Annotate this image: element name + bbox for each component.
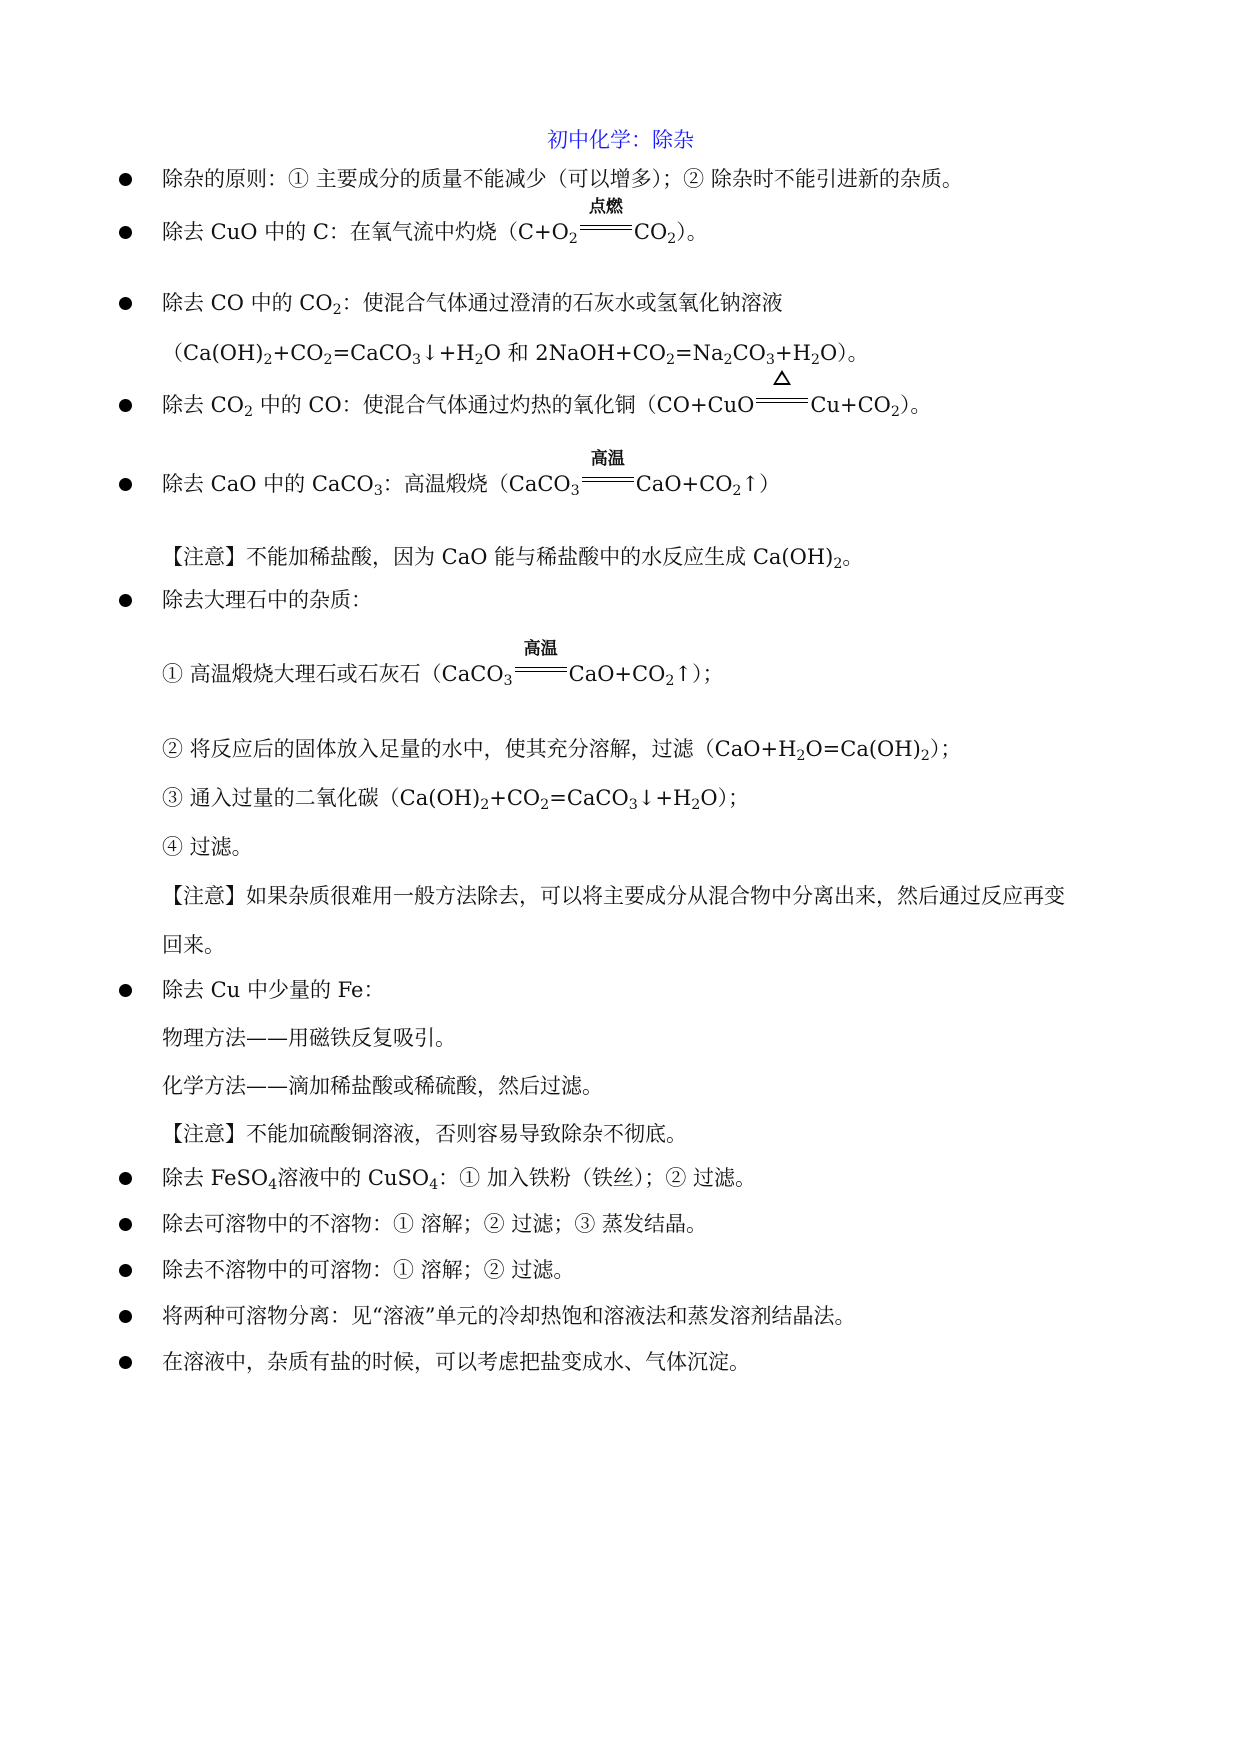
text: 在溶液中，杂质有盐的时候，可以考虑把盐变成水、气体沉淀。: [162, 1350, 750, 1374]
text: ：使混合气体通过澄清的石灰水或氢氧化钠溶液: [341, 291, 783, 315]
text: 除去不溶物中的可溶物：① 溶解；② 过滤。: [162, 1258, 575, 1282]
text: O 和 2NaOH+CO: [483, 341, 666, 365]
bullet-icon: [119, 399, 132, 412]
step-line-3: [162, 783, 749, 820]
subscript: 3: [373, 482, 383, 499]
text: Cu+CO: [810, 393, 891, 417]
subscript: 2: [332, 301, 342, 318]
text-line-chemical: [162, 1071, 603, 1101]
text: ：① 加入铁粉（铁丝）；② 过滤。: [438, 1166, 757, 1190]
text: O）；: [700, 786, 750, 810]
step-line-2: [162, 734, 961, 771]
text: +CO: [272, 341, 324, 365]
text: 除去大理石中的杂质：: [162, 588, 372, 612]
text: 将两种可溶物分离：见“溶液”单元的冷却热饱和溶液法和蒸发溶剂结晶法。: [162, 1304, 856, 1328]
subscript: 3: [570, 482, 580, 499]
subscript: 2: [833, 555, 843, 572]
reaction-condition: [580, 449, 636, 493]
subscript: 4: [429, 1176, 439, 1193]
text: ② 将反应后的固体放入足量的水中，使其充分溶解，过滤（CaO+H: [162, 737, 797, 761]
text-line-salt: [162, 1347, 750, 1377]
text: ↑）: [741, 472, 781, 496]
text: 除去 CuO 中的 C：在氧气流中灼烧（C+O: [162, 220, 569, 244]
bullet-icon: [119, 1264, 132, 1277]
subscript: 2: [323, 351, 333, 368]
bullet-icon: [119, 984, 132, 997]
subscript: 2: [920, 747, 930, 764]
text: 除去 Cu 中少量的 Fe：: [162, 978, 385, 1002]
text-line-physical: [162, 1023, 456, 1053]
subscript: 3: [503, 672, 513, 689]
text: 。: [842, 545, 864, 569]
text: O=Ca(OH): [805, 737, 921, 761]
subscript: 2: [263, 351, 273, 368]
note-line: [162, 542, 863, 579]
text: 溶液中的 CuSO: [277, 1166, 430, 1190]
subscript: 2: [732, 482, 742, 499]
subscript: 2: [243, 403, 254, 420]
text: 回来。: [162, 933, 225, 957]
text: ③ 通入过量的二氧化碳（Ca(OH): [162, 786, 481, 810]
text: 除杂的原则：① 主要成分的质量不能减少（可以增多）；② 除杂时不能引进新的杂质。: [162, 167, 963, 191]
bullet-icon: [119, 478, 132, 491]
text: 中的 CO：使混合气体通过灼热的氧化铜（CO+CuO: [253, 393, 755, 417]
text: =CaCO: [549, 786, 629, 810]
text-line-principle: [162, 164, 963, 194]
text: （Ca(OH): [162, 341, 264, 365]
text: 物理方法——用磁铁反复吸引。: [162, 1026, 456, 1050]
text-line-co-co2: [162, 288, 783, 325]
text: ↓+H: [637, 786, 692, 810]
subscript: 2: [665, 672, 675, 689]
note-line: [162, 881, 1065, 911]
bullet-icon: [119, 1310, 132, 1323]
text: CaO+CO: [635, 472, 733, 496]
equal-sign-icon: [580, 225, 632, 230]
text: 除去 FeSO: [162, 1166, 269, 1190]
subscript: 2: [810, 351, 820, 368]
text: =CaCO: [332, 341, 413, 365]
subscript: 2: [796, 747, 806, 764]
note-line-continued: [162, 930, 225, 960]
step-line-4: [162, 832, 253, 862]
text-line-separation: [162, 1301, 855, 1331]
condition-label: 点燃: [588, 197, 623, 217]
equal-sign-icon: [582, 477, 634, 482]
text: ）。: [676, 220, 708, 244]
subscript: 2: [568, 230, 578, 247]
subscript: 2: [691, 796, 701, 813]
text: 除去可溶物中的不溶物：① 溶解；② 过滤；③ 蒸发结晶。: [162, 1212, 708, 1236]
text: ④ 过滤。: [162, 835, 253, 859]
text: ↑）；: [674, 662, 724, 686]
condition-label: 高温: [590, 449, 625, 469]
subscript: 2: [890, 403, 900, 420]
subscript: 2: [665, 351, 676, 368]
text: 除去 CaO 中的 CaCO: [162, 472, 374, 496]
subscript: 3: [765, 351, 775, 368]
text: =Na: [675, 341, 724, 365]
subscript: 2: [540, 796, 550, 813]
text: 除去 CO: [162, 393, 244, 417]
reaction-condition: [754, 392, 810, 414]
page-title: 初中化学：除杂: [547, 128, 694, 152]
step-line-1: [162, 639, 724, 696]
text: 除去 CO 中的 CO: [162, 291, 333, 315]
condition-label: 高温: [523, 639, 558, 659]
equal-sign-icon: [515, 667, 567, 672]
bullet-icon: [119, 226, 132, 239]
equal-sign-icon: [756, 398, 808, 403]
heat-triangle-icon: [754, 370, 810, 390]
text: CO: [732, 341, 766, 365]
text: CaO+CO: [568, 662, 666, 686]
text-line-feso4: [162, 1163, 756, 1200]
note-line: [162, 1119, 687, 1149]
text-line-cuo-c: [162, 197, 708, 254]
bullet-icon: [119, 594, 132, 607]
text: O）。: [819, 341, 869, 365]
text: 【注意】如果杂质很难用一般方法除去，可以将主要成分从混合物中分离出来，然后通过反应再变: [162, 884, 1065, 908]
subscript: 3: [412, 351, 422, 368]
text-line-cu-fe: [162, 975, 384, 1005]
bullet-icon: [119, 1356, 132, 1369]
bullet-icon: [119, 1172, 132, 1185]
text: ：高温煅烧（CaCO: [382, 472, 571, 496]
text: ↓+H: [421, 341, 475, 365]
bullet-icon: [119, 1218, 132, 1231]
text: ）。: [899, 393, 932, 417]
text-line-insoluble: [162, 1255, 574, 1285]
text-line-marble: [162, 585, 372, 615]
text-line-soluble: [162, 1209, 707, 1239]
subscript: 2: [474, 351, 484, 368]
text-line-cao-caco3: [162, 449, 781, 506]
subscript: 4: [268, 1176, 278, 1193]
text: CO: [633, 220, 668, 244]
text: ）；: [929, 737, 962, 761]
bullet-icon: [119, 173, 132, 186]
text: 【注意】不能加稀盐酸，因为 CaO 能与稀盐酸中的水反应生成 Ca(OH): [162, 545, 834, 569]
text: +CO: [489, 786, 541, 810]
reaction-condition: [513, 639, 569, 683]
text: ① 高温煅烧大理石或石灰石（CaCO: [162, 662, 504, 686]
text-line-co2-co: [162, 390, 931, 427]
subscript: 2: [480, 796, 490, 813]
subscript: 2: [667, 230, 677, 247]
subscript: 2: [723, 351, 733, 368]
text: 化学方法——滴加稀盐酸或稀硫酸，然后过滤。: [162, 1074, 603, 1098]
subscript: 3: [628, 796, 638, 813]
text: 【注意】不能加硫酸铜溶液，否则容易导致除杂不彻底。: [162, 1122, 687, 1146]
bullet-icon: [119, 297, 132, 310]
reaction-condition: [578, 197, 634, 241]
text: +H: [774, 341, 811, 365]
